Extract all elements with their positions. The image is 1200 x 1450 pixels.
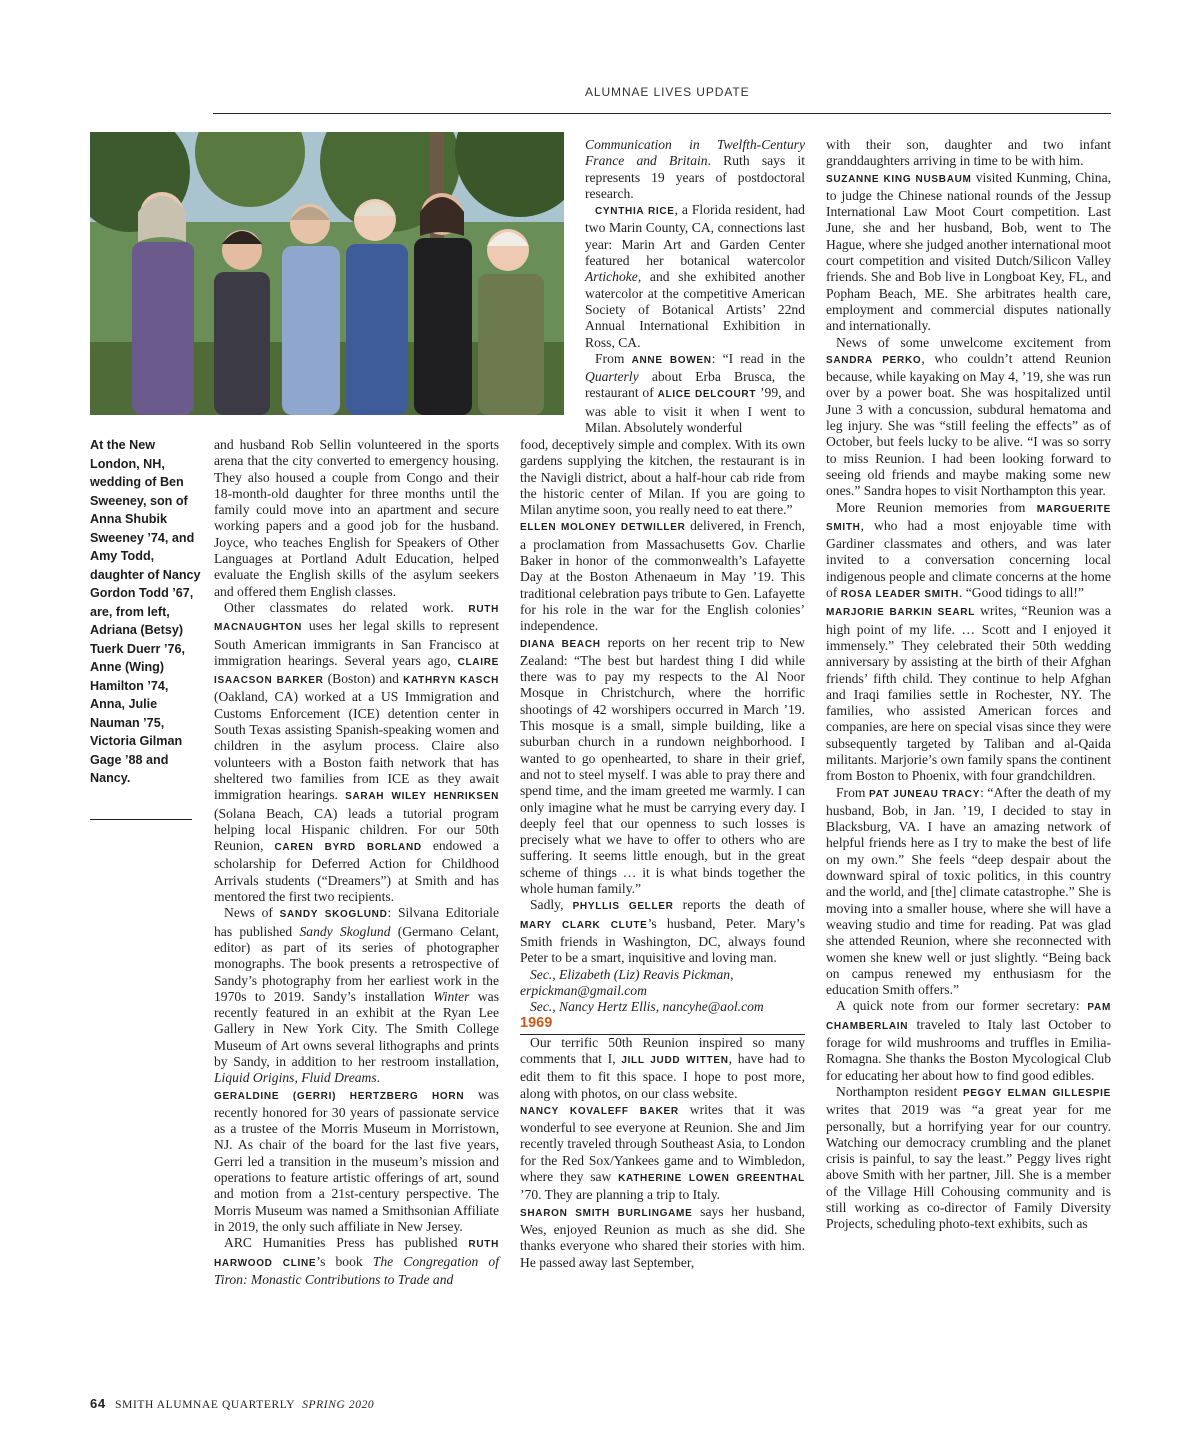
classmate-name: SANDRA PERKO [826,354,922,366]
paragraph: SHARON SMITH BURLINGAME says her husband, Wes, enjoyed Reunion as much as she did. She thanks everyone who shared their stories with him. He passed away last September, [520,1203,806,1270]
classmate-name: SARAH WILEY HENRIKSEN [345,791,499,803]
classmate-name: PAT JUNEAU TRACY [869,788,981,800]
publication-name: SMITH ALUMNAE QUARTERLY [115,1399,295,1411]
photo-illustration [90,132,564,415]
paragraph: NANCY KOVALEFF BAKER writes that it was wonderful to see everyone at Reunion. She and Jim recently traveled through Southeast Asia, to London for the Red Sox/Yankees game and to Wimbledon, where they saw KATHERINE LOWEN GREENTHAL ’70. They are planning a trip to Italy. [520,1101,805,1203]
classmate-name: KATHRYN KASCH [403,675,499,687]
classmate-name: ANNE BOWEN [631,354,712,366]
column-2-top [585,137,805,436]
classmate-name: ALICE DELCOURT [657,389,757,401]
paragraph: More Reunion memories from MARGUERITE SMITH, who had a most enjoyable time with Gardiner classmates and others, and was later invited to a conversation concerning local indigenous people and climate concerns at the home of ROSA LEADER SMITH. “Good tidings to all!” [826,499,1111,601]
class-year-heading: 1969 [520,1015,805,1034]
paragraph: ELLEN MOLONEY DETWILLER delivered, in French, a proclamation from Massachusetts Gov. Charlie Baker in honor of the commonwealth’s Lafayette Day at the Boston Athenaeum in May ’19. This traditional celebration pays tribute to Gen. Lafayette for his role in the war for the English colonies’ independence. [520,518,805,634]
classmate-name: NANCY KOVALEFF BAKER [520,1105,679,1117]
photo-caption: At the New London, NH, wedding of Ben Sweeney, son of Anna Shubik Sweeney ’74, and Amy Todd, daughter of Nancy Gordon Todd ’67, are, from left, Adriana (Betsy) Tuerk Duerr ’76, Anne (Wing) Hamilton ’74, Anna, Julie Nauman ’75, Victoria Gilman Gage ’88 and Nancy. [90,438,201,785]
classmate-name: SHARON SMITH BURLINGAME [520,1207,693,1219]
classmate-name: MARJORIE BARKIN SEARL [826,607,976,619]
paragraph: A quick note from our former secretary: PAM CHAMBERLAIN traveled to Italy last October to forage for wild mushrooms and truffles in Emilia-Romagna. She thanks the Boston Mycological Club for educating her about how to find good edibles. [826,998,1111,1083]
classmate-name: KATHERINE LOWEN GREENTHAL [618,1173,805,1185]
paragraph: News of some unwelcome excitement from SANDRA PERKO, who couldn’t attend Reunion because, while kayaking on May 4, ’19, she was run over by a power boat. She was hospitalized until June 3 with a concussion, subdural hematoma and leg injury. She was “still feeling the effects” as of October, but feels lucky to be alive. “I was so sorry to miss Reunion. I had been looking forward to seeing old friends and maybe making some new ones.” Sandra hopes to visit Northampton this year. [826,334,1111,499]
page-number: 64 [90,1396,106,1411]
section-header: ALUMNAE LIVES UPDATE [585,85,750,99]
paragraph: From PAT JUNEAU TRACY: “After the death of my husband, Bob, in Jan. ’19, I decided to stay in Blacksburg, VA. I have an amazing network of helpful friends here as I try to make the best of life on my own.” She feels “deep despair about the downward spiral of toxic politics, in this country and the world, and [the] climate catastrophe.” She is moving into a smaller house, where she will have a weaving studio and time for reading. Pat was glad she attended Reunion, where she reconnected with women she knew well or just slightly. “Being back on campus renewed my enthusiasm for the education Smith offers.” [826,784,1111,998]
classmate-name: PAM CHAMBERLAIN [826,1002,1111,1032]
classmate-name: MARY CLARK CLUTE [520,919,648,931]
classmate-name: CLAIRE ISAACSON BARKER [214,656,499,687]
paragraph: Our terrific 50th Reunion inspired so many comments that I, JILL JUDD WITTEN, have had to edit them to fit this space. I hope to post more, along with photos, on our class website. [520,1034,806,1101]
classmate-name: DIANA BEACH [520,638,601,650]
secretary-signature: Sec., Elizabeth (Liz) Reavis Pickman, erpickman@gmail.com [520,966,734,998]
column-2-bottom [520,437,805,1271]
paragraph: Other classmates do related work. RUTH MACNAUGHTON uses her legal skills to represent South American immigrants in San Francisco at immigration hearings. Several years ago, CLAIRE ISAACSON BARKER (Boston) and KATHRYN KASCH (Oakland, CA) worked at a US Immigration and Customs Enforcement (ICE) detention center in South Texas assisting Spanish-speaking women and children in the asylum process. Claire also volunteers with a Boston faith network that has sheltered two families from ICE as they await immigration hearings. SARAH WILEY HENRIKSEN (Solana Beach, CA) leads a tutorial program helping local Hispanic children. For our 50th Reunion, CAREN BYRD BORLAND endowed a scholarship for Deferred Action for Childhood Arrivals students (“Dreamers”) at Smith and has mentored the first two recipients. [214,599,499,905]
paragraph: ARC Humanities Press has published RUTH HARWOOD CLINE’s book The Congregation of Tiron: Monastic Contributions to Trade and [214,1235,499,1287]
paragraph: Sadly, PHYLLIS GELLER reports the death of MARY CLARK CLUTE’s husband, Peter. Mary’s Smith friends in Washington, DC, always found Peter to be a smart, inquisitive and loving man. [520,897,805,966]
paragraph: Northampton resident PEGGY ELMAN GILLESPIE writes that 2019 was “a great year for me personally, but a horrifying year for our country. Watching our democracy crumbling and the planet crisis is painful, to say the least.” Peggy lives right above Smith with her partner, Jill. She is a member of the Village Hill Cohousing community and is still working as co-director of Family Diversity Projects, scheduling photo-text exhibits, such as [826,1083,1111,1232]
paragraph: CYNTHIA RICE, a Florida resident, had two Marin County, CA, connections last year: Marin Art and Garden Center featured her botanical watercolor Artichoke, and she exhibited another watercolor at the competitive American Society of Botanical Artists’ 22nd Annual International Exhibition in Ross, CA. [585,202,805,350]
classmate-name: CYNTHIA RICE [595,206,675,218]
wedding-group-photo [90,132,564,415]
paragraph: and husband Rob Sellin volunteered in the sports arena that the city converted to emergency housing. They also housed a couple from Congo and their 18-month-old daughter for three months until the family could move into an apartment and secure working papers and a good job for the husband. Joyce, who teaches English for Speakers of Other Languages at Portland Adult Education, helped evaluate the English skills of the asylum seekers and offered them English classes. [214,437,499,599]
classmate-name: PHYLLIS GELLER [572,901,674,913]
paragraph: with their son, daughter and two infant granddaughters arriving in time to be with him. [826,137,1111,169]
column-3 [826,137,1111,1233]
header-rule [213,113,1111,114]
classmate-name: PEGGY ELMAN GILLESPIE [962,1087,1111,1099]
secretary-signature: Sec., Nancy Hertz Ellis, nancyhe@aol.com [530,999,764,1015]
classmate-name: MARGUERITE SMITH [826,503,1111,533]
classmate-name: RUTH HARWOOD CLINE [214,1239,499,1269]
paragraph: From ANNE BOWEN: “I read in the Quarterly about Erba Brusca, the restaurant of ALICE DELCOURT ’99, and was able to visit it when I went to Milan. Absolutely wonderful [585,350,805,436]
caption-rule [90,819,192,820]
page-footer [90,1396,374,1411]
classmate-name: CAREN BYRD BORLAND [274,842,422,854]
classmate-name: SANDY SKOGLUND [279,909,388,921]
paragraph: GERALDINE (GERRI) HERTZBERG HORN was recently honored for 30 years of passionate service as a trustee of the Morris Museum in Morristown, NJ. As chair of the board for the last five years, Gerri led a transition in the museum’s mission and operations to feature artistic offerings of art, sound and motion from a 21st-century perspective. The Morris Museum was named a Smithsonian Affiliate in 2019, the only such affiliate in New Jersey. [214,1086,499,1234]
paragraph: food, deceptively simple and complex. With its own gardens supplying the kitchen, the restaurant is in the Navigli district, about a half-hour cab ride from the historic center of Milan. If you are going to Milan anytime soon, you really need to eat there.” [520,437,805,518]
paragraph: News of SANDY SKOGLUND: Silvana Editoriale has published Sandy Skoglund (Germano Celant, editor) as part of its series of photographer monographs. The book presents a retrospective of Sandy’s photography from her earliest work in the 1970s to 2019. Sandy’s installation Winter was recently featured in an exhibit at the Ryan Lee Gallery in New York City. The Smith College Museum of Art owns several lithographs and prints by Sandy, in addition to her restroom installation, Liquid Origins, Fluid Dreams. [214,905,499,1086]
issue-date: SPRING 2020 [302,1399,375,1411]
classmate-name: SUZANNE KING NUSBAUM [826,173,972,185]
classmate-name: RUTH MACNAUGHTON [214,603,499,634]
paragraph: SUZANNE KING NUSBAUM visited Kunming, China, to judge the Chinese national rounds of the Jessup International Law Moot Court competition. Last June, she and her husband, Bob, went to The Hague, where she judged another international moot court competition and visited Dutch/Silicon Valley friends. She and Bob live in Longboat Key, FL, and Popham Beach, ME. She arbitrates health care, employment and commercial disputes nationally and internationally. [826,169,1111,334]
classmate-name: ROSA LEADER SMITH [840,589,959,601]
paragraph: MARJORIE BARKIN SEARL writes, “Reunion was a high point of my life. … Scott and I enjoyed it immensely.” They celebrated their 50th wedding anniversary by assisting at the birth of their Afghan friends’ fifth child. They continue to help Afghan and Iraqi families settle in Rochester, NY. The families, who assisted American forces and companies, are here on special visas since they were subsequently targeted by Taliban and al-Qaida militants. Marjorie’s own family spans the continent from Boston to Phoenix, with four grandchildren. [826,603,1111,784]
classmate-name: ELLEN MOLONEY DETWILLER [520,522,686,534]
paragraph: Communication in Twelfth-Century France and Britain. Ruth says it represents 19 years of postdoctoral research. [585,137,805,201]
classmate-name: JILL JUDD WITTEN [621,1054,729,1066]
paragraph: DIANA BEACH reports on her recent trip to New Zealand: “The best but hardest thing I did while there was to pay my respects to the Al Noor Mosque in Christchurch, where the horrific shootings of 42 worshipers occurred in March ’19. This mosque is a small, simple building, like a suburban church in a rundown neighborhood. I wanted to go openhearted, to share in their grief, and not to steel myself. I was able to pray there and spend time, and the imam greeted me warmly. I can only imagine what he must be carrying every day. I deeply feel that our openness to such losses is precisely what we have to offer to others who are suffering. It seems little enough, but in the great scheme of things … it is what binds together the whole human family.” [520,634,805,897]
column-1 [214,437,499,1288]
classmate-name: GERALDINE (GERRI) HERTZBERG HORN [214,1090,465,1102]
